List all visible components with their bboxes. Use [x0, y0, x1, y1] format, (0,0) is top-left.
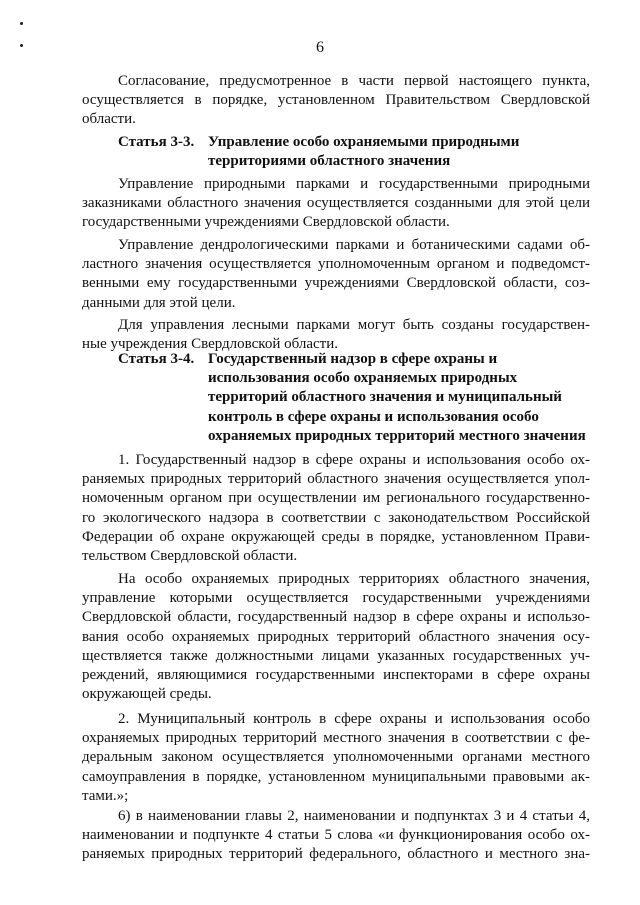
text-line: 2. Муниципальный контроль в сфере охраны и использования особо — [118, 711, 590, 727]
text-line: наименовании и подпункте 4 статьи 5 слова «и функционирования особо ох- — [82, 827, 590, 844]
paragraph — [82, 570, 590, 704]
text-line: окружающей среды. — [82, 686, 212, 703]
text-line: Управление природными парками и государственными природными — [118, 176, 590, 192]
text-line: Федерации об охране окружающей среды в порядке, установленном Прави- — [82, 528, 590, 545]
paragraph — [82, 72, 590, 130]
text-line: охраняемых природных территорий местного значения в соответствии с фе- — [82, 730, 590, 747]
text-line: деральным законом осуществляется уполномоченными органами местного — [82, 749, 590, 766]
article-title-line: использования особо охраняемых природных — [208, 370, 518, 387]
paragraph — [82, 807, 590, 865]
text-line: Для управления лесными парками могут быть созданы государствен- — [118, 317, 590, 333]
text-line: Согласование, предусмотренное в части первой настоящего пункта, — [118, 73, 590, 89]
article-heading — [82, 350, 590, 446]
paragraph — [82, 236, 590, 313]
text-line: Управление дендрологическими парками и ботаническими садами об- — [118, 237, 590, 253]
text-line: Свердловской области, государственный надзор в сфере охраны и использо- — [82, 609, 590, 626]
text-line: осуществляется в порядке, установленном Правительством Свердловской — [82, 92, 590, 109]
text-line: На особо охраняемых природных территориях областного значения, — [118, 571, 590, 587]
article-title-line: контроль в сфере охраны и использования особо — [208, 408, 539, 425]
text-line: вания особо охраняемых природных территорий областного значения осу- — [82, 628, 590, 645]
text-line: управление которыми осуществляется государственными учреждениями — [82, 590, 590, 607]
text-line: 1. Государственный надзор в сфере охраны и использования особо ох- — [118, 452, 590, 468]
text-line: венными ему государственными учреждениями Свердловской области, соз- — [82, 275, 590, 292]
text-line: раняемых природных территорий областного значения осуществляется упол- — [82, 471, 590, 488]
text-line: 6) в наименовании главы 2, наименовании и подпунктах 3 и 4 статьи 4, — [118, 808, 590, 824]
paragraph — [82, 710, 590, 806]
text-line: государственными учреждениями Свердловской области. — [82, 214, 450, 231]
scan-speck — [20, 22, 23, 25]
article-title — [208, 350, 590, 446]
article-number: Статья 3-4. — [118, 351, 195, 367]
paragraph — [82, 451, 590, 566]
paragraph — [82, 175, 590, 233]
article-title-line: территорий областного значения и муниципальный — [208, 389, 562, 406]
text-line: го экологического надзора в соответствии с законодательством Российской — [82, 509, 590, 526]
text-line: раняемых природных территорий федерального, областного и местного зна- — [82, 846, 590, 863]
article-title-line: охраняемых природных территорий местного значения — [208, 427, 586, 444]
article-title-line: территориями областного значения — [208, 153, 451, 170]
text-line: номоченным органом при осуществлении им регионального государственно- — [82, 490, 590, 507]
text-line: ластного значения осуществляется уполномоченным органом и подведомст- — [82, 256, 590, 273]
paragraph — [82, 316, 590, 354]
text-line: тельством Свердловской области. — [82, 547, 298, 564]
article-title-line: Управление особо охраняемыми природными — [208, 134, 520, 150]
text-line: ществляется также должностными лицами указанных государственных уч- — [82, 647, 590, 664]
text-line: реждений, являющимися государственными инспекторами в сфере охраны — [82, 666, 590, 683]
page-number: 6 — [316, 39, 324, 56]
text-line: области. — [82, 111, 136, 128]
text-line: данными для этой цели. — [82, 294, 236, 311]
article-heading — [82, 133, 590, 171]
text-line: ные учреждения Свердловской области. — [82, 336, 338, 353]
text-line: тами.»; — [82, 787, 129, 804]
article-number: Статья 3-3. — [118, 134, 195, 150]
article-title-line: Государственный надзор в сфере охраны и — [208, 351, 498, 367]
text-line: самоуправления в порядке, установленном муниципальными правовыми ак- — [82, 768, 590, 785]
text-line: заказниками областного значения осуществляется созданными для этой цели — [82, 195, 590, 212]
article-title — [208, 133, 590, 171]
